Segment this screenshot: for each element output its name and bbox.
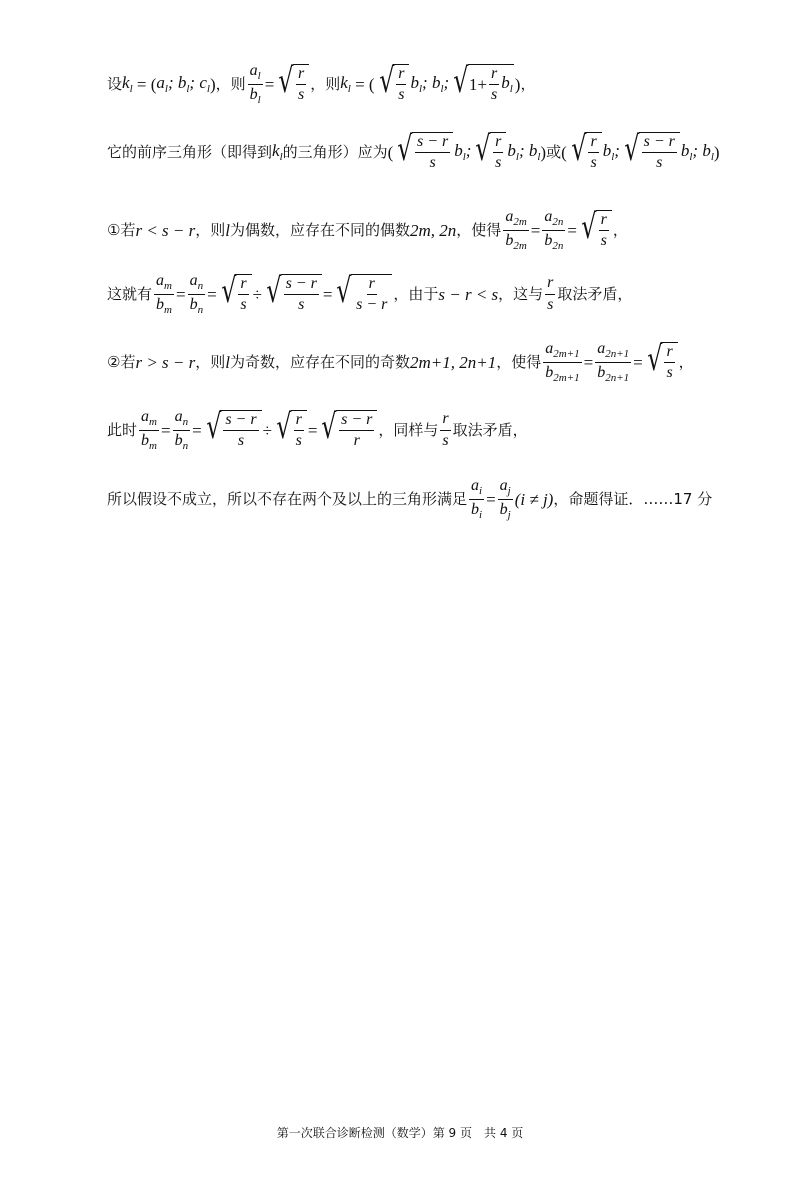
math: $a_l$; $b_l$; $c_l$ bbox=[156, 72, 210, 95]
text: ，则 bbox=[195, 352, 226, 371]
text: ， bbox=[612, 220, 628, 239]
text: 或 bbox=[546, 142, 562, 161]
math: ) bbox=[713, 142, 720, 162]
math: ) bbox=[540, 142, 547, 162]
math: ( bbox=[387, 142, 394, 162]
fraction: $\frac{r}{s}$ bbox=[442, 410, 449, 449]
fraction: $\frac{a_n}{b_n}$ bbox=[189, 272, 204, 316]
sqrt: √ $\frac{r}{s}$ bbox=[644, 342, 678, 383]
sqrt: √ $\frac{r}{s}$ bbox=[273, 410, 307, 451]
math: $k_l$ bbox=[122, 72, 133, 95]
math: = bbox=[583, 352, 594, 372]
math: $k_l$ bbox=[340, 72, 351, 95]
sqrt: √ $\frac{r}{s}$ bbox=[568, 132, 602, 173]
math: = bbox=[175, 284, 186, 304]
text: ②若 bbox=[107, 352, 136, 371]
math: (i ≠ j) bbox=[514, 489, 554, 509]
math: = bbox=[160, 420, 171, 440]
line-6 bbox=[107, 408, 528, 452]
math: $b_l$; $b_l$; bbox=[410, 72, 450, 95]
fraction: $\frac{a_l}{b_l}$ bbox=[249, 62, 261, 106]
sqrt: √ 1+ $\frac{r}{s}$ $b_l$ bbox=[453, 60, 513, 104]
text: ， bbox=[520, 74, 536, 93]
math: 2m+1, 2n+1 bbox=[410, 352, 497, 372]
math: $b_l$; $b_l$ bbox=[507, 140, 541, 163]
text: ，使得 bbox=[456, 220, 502, 239]
line-2 bbox=[107, 129, 720, 173]
text: 它的前序三角形（即得到 bbox=[107, 142, 273, 161]
text: 的三角形）应为 bbox=[282, 142, 388, 161]
fraction: $\frac{a_m}{b_m}$ bbox=[141, 408, 157, 452]
text: 为奇数，应存在不同的奇数 bbox=[230, 352, 411, 371]
math: = bbox=[207, 284, 217, 304]
math: = ( bbox=[132, 74, 157, 94]
math: ) bbox=[209, 74, 216, 94]
math: l bbox=[225, 352, 230, 372]
sqrt: √ $\frac{r}{s}$ bbox=[218, 274, 252, 315]
text: 此时 bbox=[107, 420, 138, 439]
text: 取法矛盾， bbox=[452, 420, 528, 439]
text: ， bbox=[678, 352, 694, 371]
text: ，则 bbox=[195, 220, 226, 239]
text: ，这与 bbox=[498, 284, 544, 303]
math: = bbox=[322, 284, 333, 304]
sqrt: √ $\frac{r}{s - r}$ bbox=[333, 274, 392, 315]
text: 所以假设不成立，所以不存在两个及以上的三角形满足 bbox=[107, 489, 468, 508]
fraction: $\frac{a_{2m+1}}{b_{2m+1}}$ bbox=[545, 340, 580, 384]
fraction: $\frac{a_{2n+1}}{b_{2n+1}}$ bbox=[597, 340, 630, 384]
math: = bbox=[192, 420, 202, 440]
math: = bbox=[307, 420, 318, 440]
fraction: $\frac{a_m}{b_m}$ bbox=[156, 272, 172, 316]
math: 2m, 2n bbox=[410, 220, 457, 240]
fraction: $\frac{a_j}{b_j}$ bbox=[499, 477, 511, 521]
line-4 bbox=[107, 272, 632, 316]
fraction: $\frac{a_n}{b_n}$ bbox=[174, 408, 189, 452]
fraction: $\frac{r}{s}$ bbox=[547, 274, 554, 313]
text: 设 bbox=[107, 74, 123, 93]
text: 取法矛盾， bbox=[557, 284, 633, 303]
fraction: $\frac{a_i}{b_i}$ bbox=[471, 477, 483, 521]
math: $b_l$; bbox=[602, 140, 620, 163]
math: = bbox=[486, 489, 496, 509]
text: ，则 bbox=[310, 74, 341, 93]
page-footer: 第一次联合诊断检测（数学）第 9 页 共 4 页 bbox=[276, 1126, 524, 1140]
math: ) bbox=[514, 74, 521, 94]
math: = bbox=[567, 220, 577, 240]
sqrt: √ $\frac{r}{s}$ bbox=[376, 64, 410, 105]
sqrt: √ $\frac{s - r}{r}$ bbox=[318, 410, 377, 451]
sqrt: √ $\frac{s - r}{s}$ bbox=[394, 132, 453, 173]
text: ，使得 bbox=[496, 352, 542, 371]
math: ÷ bbox=[262, 420, 272, 440]
math: ÷ bbox=[252, 284, 262, 304]
sqrt: √ $\frac{s - r}{s}$ bbox=[621, 132, 680, 173]
math: = bbox=[264, 74, 275, 94]
text: ，同样与 bbox=[378, 420, 439, 439]
text: ，由于 bbox=[393, 284, 439, 303]
math: = bbox=[530, 220, 541, 240]
math: $b_l$; $b_l$ bbox=[680, 140, 714, 163]
sqrt: √ $\frac{r}{s}$ bbox=[275, 64, 309, 105]
math: r < s − r bbox=[135, 220, 196, 240]
line-7 bbox=[107, 477, 712, 521]
text: 这就有 bbox=[107, 284, 153, 303]
text: ，则 bbox=[215, 74, 246, 93]
line-3 bbox=[107, 208, 628, 252]
fraction: $\frac{a_{2n}}{b_{2n}}$ bbox=[544, 208, 564, 252]
math: r > s − r bbox=[135, 352, 196, 372]
math: ( bbox=[561, 142, 567, 162]
fraction: $\frac{a_{2m}}{b_{2m}}$ bbox=[505, 208, 527, 252]
text: 为偶数，应存在不同的偶数 bbox=[230, 220, 411, 239]
sqrt: √ $\frac{r}{s}$ bbox=[472, 132, 506, 173]
math: l bbox=[225, 220, 230, 240]
sqrt: √ $\frac{r}{s}$ bbox=[578, 210, 612, 251]
math: $k_l$ bbox=[272, 140, 283, 163]
math: = ( bbox=[350, 74, 375, 94]
text: ①若 bbox=[107, 220, 136, 239]
line-1 bbox=[107, 62, 535, 106]
math: = bbox=[633, 352, 643, 372]
math: $b_l$; bbox=[454, 140, 472, 163]
line-5 bbox=[107, 340, 694, 384]
sqrt: √ $\frac{s - r}{s}$ bbox=[203, 410, 262, 451]
text: ，命题得证．……17 分 bbox=[553, 489, 713, 508]
math: s − r < s bbox=[438, 284, 499, 304]
sqrt: √ $\frac{s - r}{s}$ bbox=[263, 274, 322, 315]
